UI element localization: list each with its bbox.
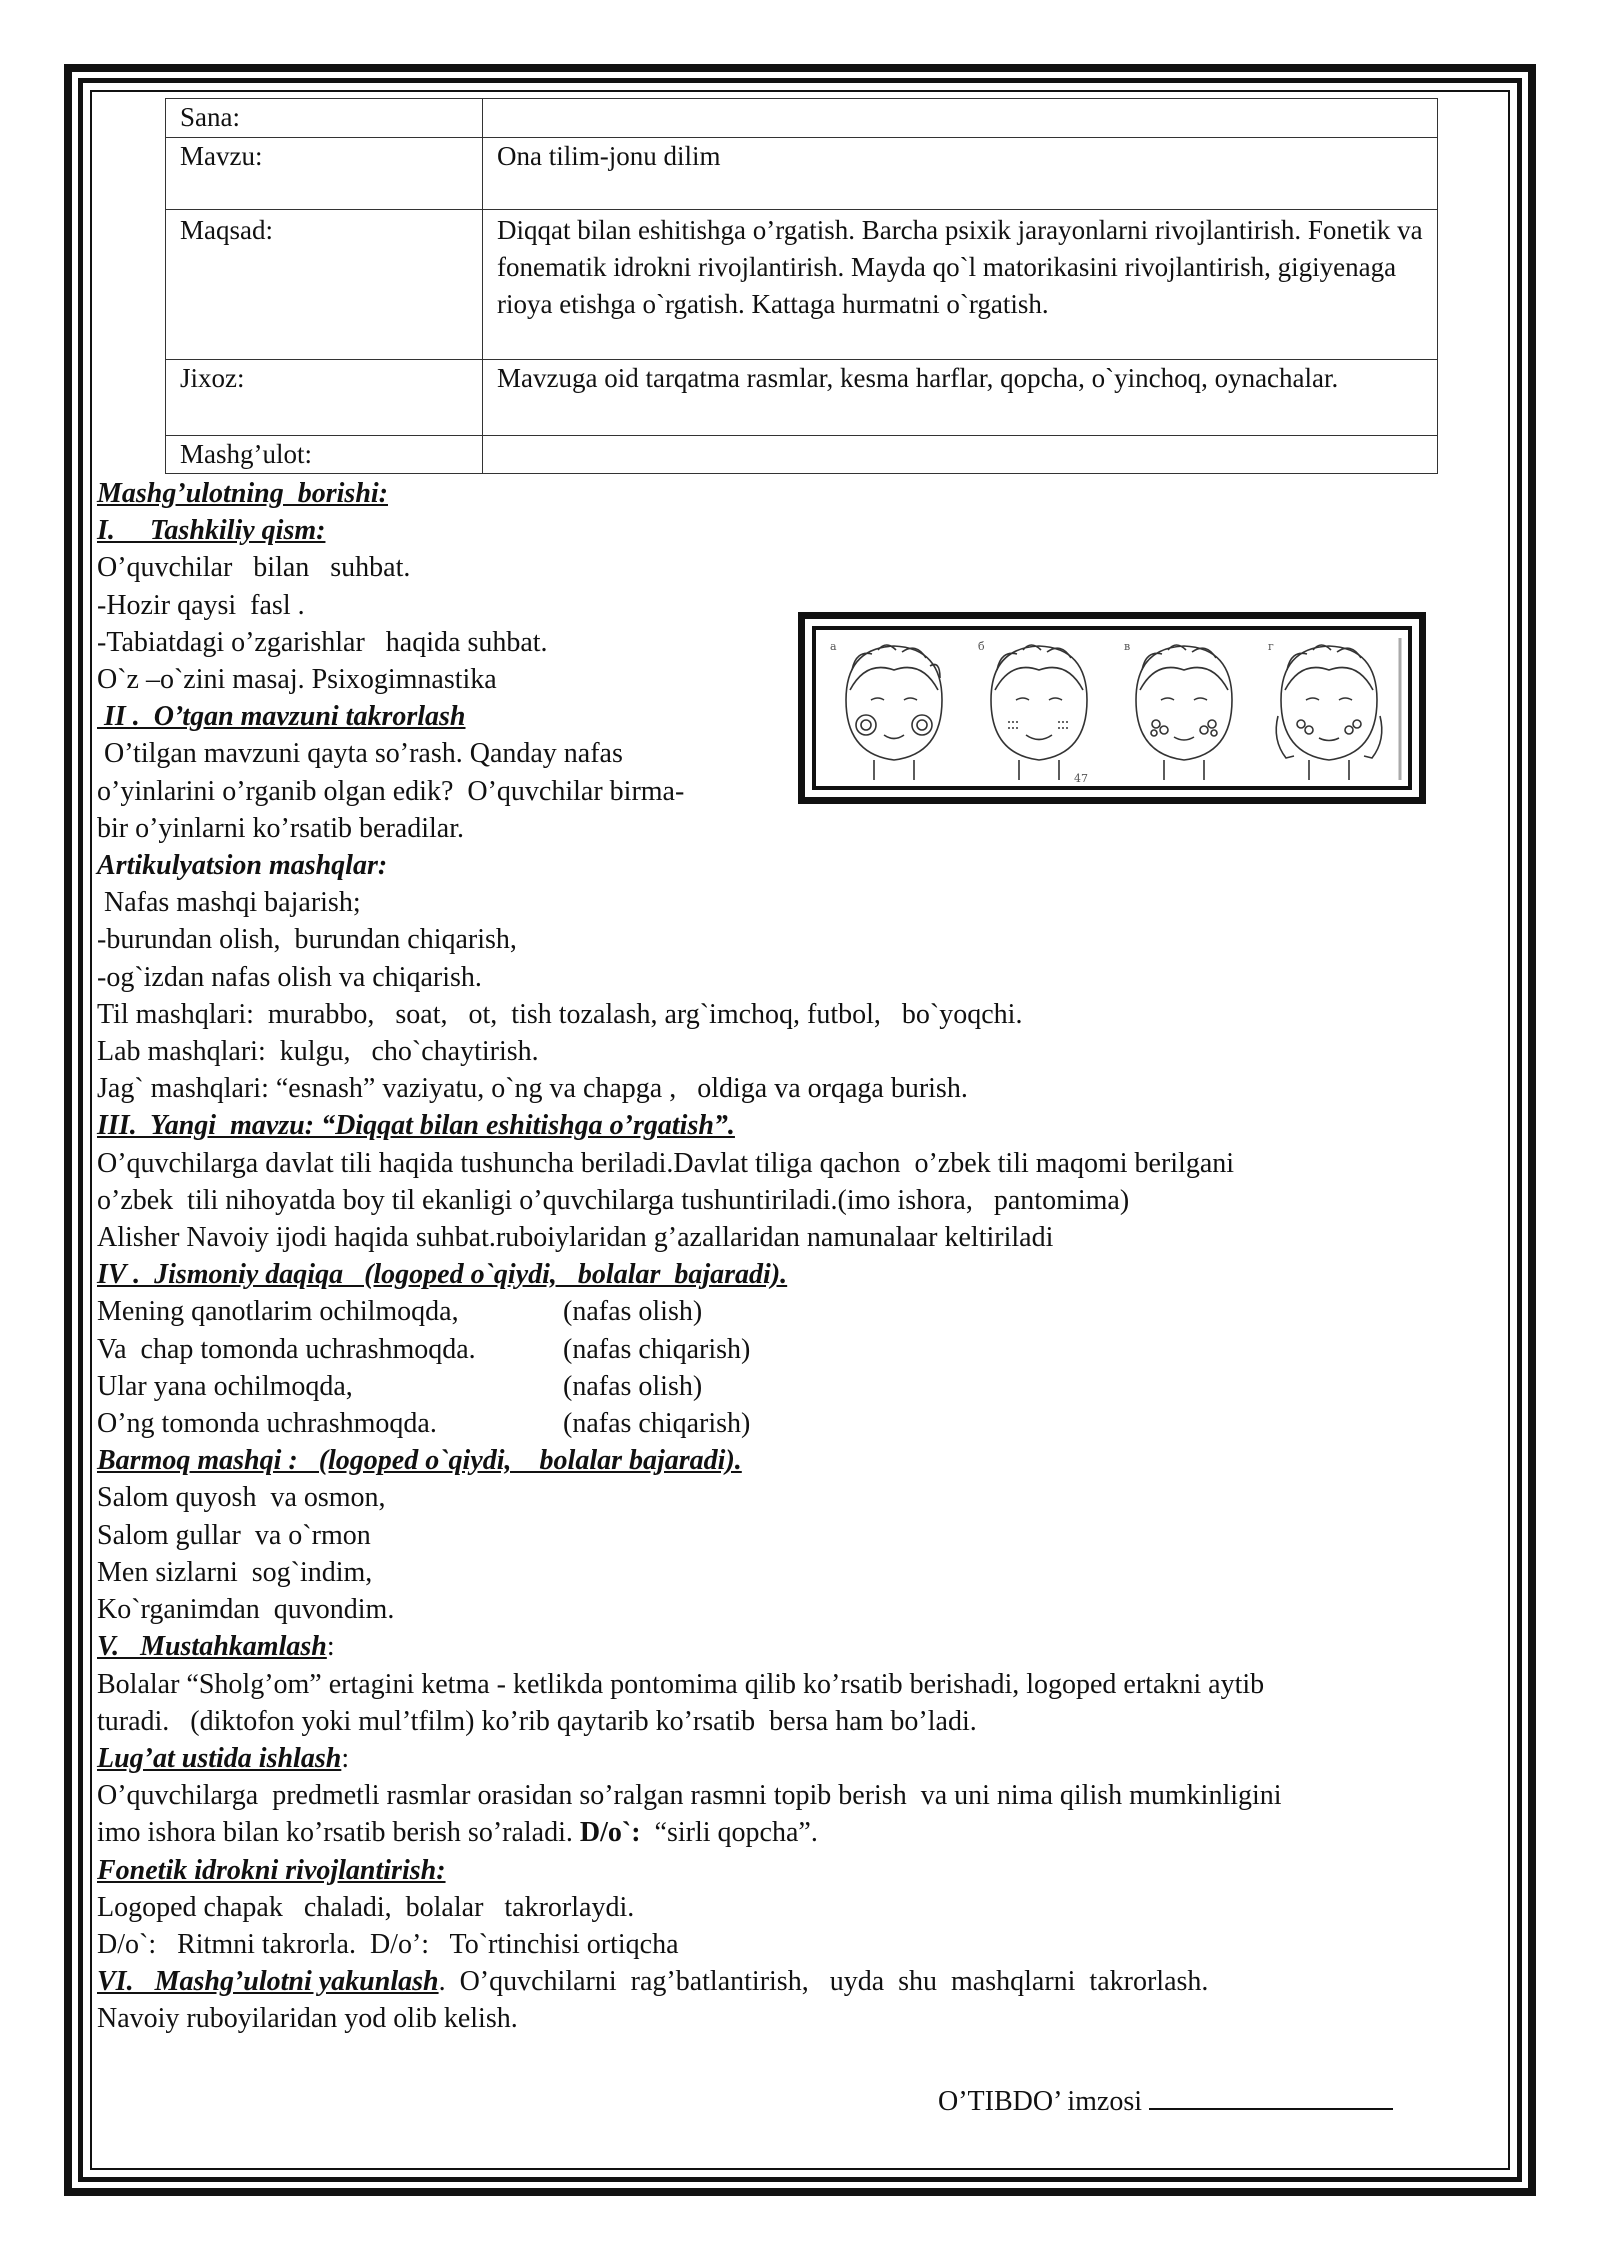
signature-label: O’TIBDO’ imzosi (938, 2086, 1149, 2117)
poem-line (97, 1405, 1487, 1442)
poem-note: (nafas chiqarish) (563, 1408, 751, 1440)
text-line: turadi. (diktofon yoki mul’tfilm) ko’rib qaytarib ko’rsatib bersa ham bo’ladi. (97, 1705, 977, 1737)
face-letter: г (1268, 640, 1274, 653)
heading-yangi-mavzu: III. Yangi mavzu: “Diqqat bilan eshitishga o’rgatish”. (97, 1110, 735, 1142)
text-line: Ko`rganimdan quvondim. (97, 1594, 395, 1626)
signature-line (938, 2082, 1393, 2118)
text-span: “sirli qopcha”. (647, 1817, 818, 1849)
table-value-jixoz: Mavzuga oid tarqatma rasmlar, kesma harflar, qopcha, o`yinchoq, oynachalar. (483, 360, 1438, 436)
text-line: bir o’yinlarni ko’rsatib beradilar. (97, 812, 464, 844)
text-line: O`z –o`zini masaj. Psixogimnastika (97, 664, 497, 696)
text-line: Til mashqlari: murabbo, soat, ot, tish tozalash, arg`imchoq, futbol, bo`yoqchi. (97, 998, 1023, 1030)
poem-note: (nafas olish) (563, 1370, 703, 1402)
table-value-sana (483, 99, 1438, 138)
table-label-jixoz: Jixoz: (166, 360, 483, 436)
heading-line (97, 1740, 1487, 1777)
face-letter: в (1124, 640, 1131, 653)
faces-drawing (816, 630, 1408, 786)
table-label-mavzu: Mavzu: (166, 138, 483, 210)
text-line: Lab mashqlari: kulgu, cho`chaytirish. (97, 1036, 539, 1068)
text-line: -burundan olish, burundan chiqarish, (97, 924, 517, 956)
page-number: 47 (1074, 772, 1088, 785)
poem-text: O’ng tomonda uchrashmoqda. (97, 1408, 437, 1440)
text-line: Bolalar “Sholg’om” ertagini ketma - ketlikda pontomima qilib ko’rsatib berishadi, logoped ertakni aytib (97, 1668, 1265, 1700)
text-line: Logoped chapak chaladi, bolalar takrorlaydi. (97, 1891, 635, 1923)
heading-yakunlash: VI. Mashg’ulotni yakunlash (97, 1966, 439, 1998)
face-letter: а (830, 640, 837, 653)
table-value-mavzu: Ona tilim-jonu dilim (483, 138, 1438, 210)
poem-note: (nafas olish) (563, 1296, 703, 1328)
text-line: Salom gullar va o`rmon (97, 1519, 371, 1551)
table-label-mashgulot: Mashg’ulot: (166, 436, 483, 474)
text-line: o’yinlarini o’rganib olgan edik? O’quvchilar birma- (97, 775, 685, 807)
heading-colon: : (326, 1631, 335, 1663)
heading-barmoq-mashqi: Barmoq mashqi : (logoped o`qiydi, bolalar bajaradi). (97, 1445, 742, 1477)
text-line: Salom quyosh va osmon, (97, 1482, 386, 1514)
table-row (166, 210, 1438, 360)
table-value-maqsad: Diqqat bilan eshitishga o’rgatish. Barcha psixik jarayonlarni rivojlantirish. Fonetik va fonematik idrokni rivojlantirish. Mayda qo`l matorikasini rivojlantirish, gigiyenaga rioya etishga o`rgatish. Kattaga hurmatni o`rgatish. (483, 210, 1438, 360)
poem-text: Mening qanotlarim ochilmoqda, (97, 1296, 459, 1328)
heading-lugat: Lug’at ustida ishlash (97, 1742, 342, 1774)
signature-blank (1149, 2082, 1393, 2110)
table-row (166, 436, 1438, 474)
poem-text: Va chap tomonda uchrashmoqda. (97, 1333, 476, 1365)
heading-fonetik: Fonetik idrokni rivojlantirish: (97, 1854, 446, 1886)
poem-line (97, 1331, 1487, 1368)
poem-line (97, 1368, 1487, 1405)
text-line: Navoiy ruboyilaridan yod olib kelish. (97, 2003, 518, 2035)
heading-colon: : (341, 1742, 350, 1774)
heading-tashkiliy: I. Tashkiliy qism: (97, 515, 326, 547)
table-label-sana: Sana: (166, 99, 483, 138)
lesson-info-table (165, 98, 1438, 474)
heading-mustahkamlash: V. Mustahkamlash (97, 1631, 327, 1663)
table-row (166, 360, 1438, 436)
heading-jismoniy-daqiqa: IV . Jismoniy daqiqa (logoped o`qiydi, bolalar bajaradi). (97, 1259, 788, 1291)
text-span: imo ishora bilan ko’rsatib berish so’raladi. (97, 1817, 580, 1849)
text-line: -og`izdan nafas olish va chiqarish. (97, 961, 482, 993)
text-line: o’zbek tili nihoyatda boy til ekanligi o’quvchilarga tushuntiriladi.(imo ishora, pantomima) (97, 1184, 1130, 1216)
text-line: O’quvchilar bilan suhbat. (97, 552, 411, 584)
text-line: O’quvchilarga predmetli rasmlar orasidan so’ralgan rasmni topib berish va uni nima qilish mumkinligini (97, 1780, 1282, 1812)
text-line (97, 1963, 1487, 2000)
heading-borishi: Mashg’ulotning borishi: (97, 478, 388, 509)
poem-text: Ular yana ochilmoqda, (97, 1370, 353, 1402)
text-line: Nafas mashqi bajarish; (97, 887, 361, 919)
text-line (97, 1814, 1487, 1851)
illustration-faces (812, 626, 1412, 790)
heading-takrorlash: II . O’tgan mavzuni takrorlash (97, 701, 466, 733)
poem-line (97, 1293, 1487, 1330)
heading-artikulyatsion: Artikulyatsion mashqlar: (97, 850, 388, 882)
table-row (166, 99, 1438, 138)
text-line: -Hozir qaysi fasl . (97, 589, 305, 621)
poem-note: (nafas chiqarish) (563, 1333, 751, 1365)
text-line: O’quvchilarga davlat tili haqida tushuncha beriladi.Davlat tiliga qachon o’zbek tili maqomi berilgani (97, 1147, 1235, 1179)
text-line: Jag` mashqlari: “esnash” vaziyatu, o`ng va chapga , oldiga va orqaga burish. (97, 1073, 968, 1105)
face-letter: б (978, 640, 985, 653)
game-label: D/o`: (579, 1817, 648, 1849)
table-label-maqsad: Maqsad: (166, 210, 483, 360)
text-line: -Tabiatdagi o’zgarishlar haqida suhbat. (97, 626, 548, 658)
text-line: Men sizlarni sog`indim, (97, 1556, 373, 1588)
text-line: O’tilgan mavzuni qayta so’rash. Qanday nafas (97, 738, 623, 770)
table-value-mashgulot (483, 436, 1438, 474)
table-row (166, 138, 1438, 210)
heading-line (97, 1628, 1487, 1665)
text-line: D/o`: Ritmni takrorla. D/o’: To`rtinchisi ortiqcha (97, 1928, 679, 1960)
text-line: Alisher Navoiy ijodi haqida suhbat.ruboiylaridan g’azallaridan namunalaar keltiriladi (97, 1222, 1054, 1254)
text-span: . O’quvchilarni rag’batlantirish, uyda shu mashqlarni takrorlash. (438, 1966, 1209, 1998)
